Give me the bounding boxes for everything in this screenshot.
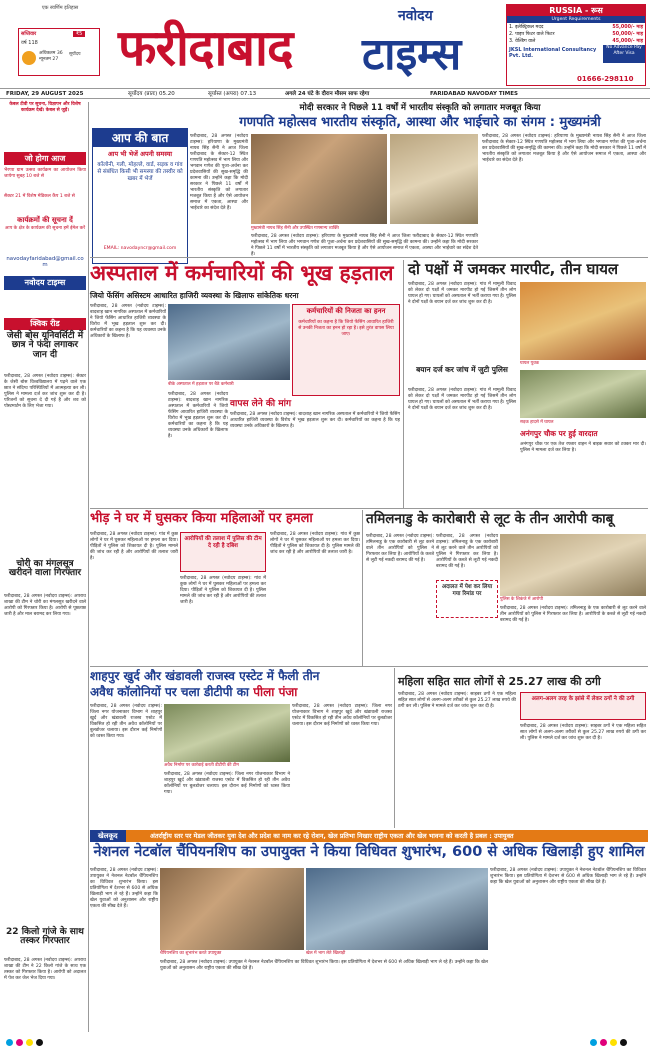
women-headline: भीड़ ने घर में घुसकर किया महिलाओं पर हमला [90,511,313,526]
dtp-body-3: फरीदाबाद, 28 अगस्त (नवोदय टाइम्स): जिला नगर योजनाकार विभाग ने शाहपुर खुर्द और खंडावली राजस्व एस्टेट में विकसित हो रही तीन अवैध कॉलोनियों पर बुलडोजर चलाया। इस दौरान कई निर्माणों को ध्वस्त किया गया। [292,704,392,727]
website: FARIDABAD NAVODAY TIMES [430,91,518,97]
dtp-body: फरीदाबाद, 28 अगस्त (नवोदय टाइम्स): जिला नगर योजनाकार विभाग ने शाहपुर खुर्द और खंडावली राजस्व एस्टेट में विकसित हो रही तीन अवैध कॉलोनियों पर बुलडोजर चलाया। इस दौरान कई निर्माणों को ध्वस्त किया गया। [90,704,162,739]
title-blue: टाइम्स [362,29,462,80]
tamilnadu-pull [436,580,498,618]
divider [403,260,404,508]
hospital-demand: वापस लेने की मांग [230,399,292,409]
divider [90,508,648,509]
page-label: वर्ष 118 [21,40,38,46]
women-body-2: फरीदाबाद, 28 अगस्त (नवोदय टाइम्स): गांव में कुछ लोगों ने घर में घुसकर महिलाओं पर हमला कर दिया। पीड़ितों ने पुलिस को शिकायत दी है। पुलिस मामले की जांच कर रही है और आरोपियों की तलाश जारी है। [180,576,266,605]
fraud-box [520,692,646,720]
divider [394,668,395,828]
dtp-photo [164,704,290,762]
jo-hoga-title: जो होगा आज [4,152,86,165]
brief-body: फरीदाबाद, 28 अगस्त (नवोदय टाइम्स): सेक्टर के जेसी बोस विश्वविद्यालय में पढ़ने वाले एक छात्र ने संदिग्ध परिस्थितियों में आत्महत्या कर ली। पुलिस ने मामला दर्ज कर जांच शुरू कर दी है। परिजनों को सूचना दे दी गई है और शव को पोस्टमार्टम के लिए भेजा गया। [4,374,86,409]
dtp-body-2: फरीदाबाद, 28 अगस्त (नवोदय टाइम्स): जिला नगर योजनाकार विभाग ने शाहपुर खुर्द और खंडावली राजस्व एस्टेट में विकसित हो रही तीन अवैध कॉलोनियों पर बुलडोजर चलाया। इस दौरान कई निर्माणों को ध्वस्त किया गया। [164,772,290,795]
sun-icon [22,51,36,65]
russia-side: No Advance Pay After Visa [603,45,645,63]
hospital-body-3: फरीदाबाद, 28 अगस्त (नवोदय टाइम्स): बादशाह खान नागरिक अस्पताल में कर्मचारियों ने जियो फेंसिंग आधारित हाजिरी व्यवस्था के विरोध में भूख हड़ताल शुरू कर दी। कर्मचारियों का कहना है कि यह व्यवस्था उनके अधिकारों के खिलाफ है। [230,412,400,429]
fight-caption: घायल युवक [520,361,540,366]
women-box [180,532,266,572]
hospital-headline: अस्पताल में कर्मचारियों की भूख हड़ताल [90,261,394,285]
brief-headline: जेसी बोस यूनिवर्सिटी में छात्र ने फंदा लगाकर जान दी [6,331,84,360]
karyakram-body: आप के क्षेत्र के कार्यक्रम की सूचना हमें ईमेल करें [4,226,86,231]
sports-body: फरीदाबाद, 28 अगस्त (नवोदय टाइम्स): उपायुक्त ने नेशनल नेटबॉल चैंपियनशिप का विधिवत शुभारंभ किया। इस प्रतियोगिता में देशभर से 600 से अधिक खिलाड़ी भाग ले रहे हैं। उन्होंने कहा कि खेल युवाओं को अनुशासन और राष्ट्रीय एकता की सीख देते हैं। [90,868,158,909]
russia-phone: 01666-298110 [577,75,634,83]
brief-body: फरीदाबाद, 28 अगस्त (नवोदय टाइम्स): अपराध शाखा की टीम ने चोरी का मंगलसूत्र खरीदने वाले आरोपी को गिरफ्तार किया है। आरोपी से पूछताछ जारी है और माल बरामद कर लिया गया। [4,594,86,617]
tamilnadu-caption: पुलिस के शिकंजे में आरोपी [500,597,543,602]
sports-banner [90,830,648,842]
color-registration [6,1031,46,1050]
left-promo: केबल टीवी पर सूचना, विज्ञापन और विशेष कार्यक्रम देखें। केबल से जुड़ें। [9,102,81,113]
lead-photo [251,134,387,224]
fraud-box-text: अलग-अलग तरह के झांसे में लेकर ठगों ने की ठगी [531,696,635,702]
email-link[interactable]: navodayfaridabad@gmail.com [6,256,84,268]
tamilnadu-body-3: फरीदाबाद, 28 अगस्त (नवोदय टाइम्स): तमिलनाडु के एक कारोबारी से लूट करने वाले तीन आरोपियों को पुलिस ने गिरफ्तार कर लिया है। आरोपियों के कब्जे से लूटी गई नकदी बरामद की गई है। [436,534,498,569]
tamilnadu-headline: तमिलनाडु के कारोबारी से लूट के तीन आरोपी काबू [366,511,614,527]
tamilnadu-body: फरीदाबाद, 28 अगस्त (नवोदय टाइम्स): तमिलनाडु के एक कारोबारी से लूट करने वाले तीन आरोपियों को पुलिस ने गिरफ्तार कर लिया है। आरोपियों के कब्जे से लूटी गई नकदी बरामद की गई है। [366,534,434,563]
women-body: फरीदाबाद, 28 अगस्त (नवोदय टाइम्स): गांव में कुछ लोगों ने घर में घुसकर महिलाओं पर हमला कर दिया। पीड़ितों ने पुलिस को शिकायत दी है। पुलिस मामले की जांच कर रही है और आरोपियों की तलाश जारी है। [90,532,178,561]
sports-body-3: फरीदाबाद, 28 अगस्त (नवोदय टाइम्स): उपायुक्त ने नेशनल नेटबॉल चैंपियनशिप का विधिवत शुभारंभ किया। इस प्रतियोगिता में देशभर से 600 से अधिक खिलाड़ी भाग ले रहे हैं। उन्होंने कहा कि खेल युवाओं को अनुशासन और राष्ट्रीय एकता की सीख देते हैं। [490,868,646,885]
sports-kicker: अंतर्राष्ट्रीय स्तर पर मेडल जीतकर युवा देश और प्रदेश का नाम कर रहे रोशन, खेल प्रतिभा निखार राष्ट्रीय एकता और खेल भावना को करती है प्रबल : उपायुक्त [150,832,514,840]
price: ₹5 [73,31,85,37]
sports-caption-1: चैंपियनशिप का शुभारंभ करते उपायुक्त [160,951,222,956]
fight-subhead: बयान दर्ज कर जांच में जुटी पुलिस [416,365,508,374]
hospital-sub: जियो फेंसिंग असिस्टम आधारित हाजिरी व्यवस्था के खिलाफ सांकेतिक धरना [90,291,299,300]
sports-headline: नेशनल नेटबॉल चैंपियनशिप का उपायुक्त ने किया विधिवत शुभारंभ, 600 से अधिक खिलाड़ी हुए शामिल [93,844,645,860]
russia-title: RUSSIA - रूस [507,5,645,16]
russia-contact: JKSL International Consultancy Pvt. Ltd. [509,47,597,59]
fraud-body-2: फरीदाबाद, 28 अगस्त (नवोदय टाइम्स): साइबर ठगों ने एक महिला सहित सात लोगों से अलग-अलग तरीकों से कुल 25.27 लाख रुपये की ठगी कर ली। पुलिस ने मामले दर्ज कर जांच शुरू कर दी है। [520,724,646,741]
divider [90,257,648,258]
sunset: सूर्यास्त (अपरा) 07.13 [208,91,257,97]
quick-read-title: क्विक रीड [4,318,86,330]
accident-body: अनंगपुर चौक पर एक तेज रफ्तार वाहन ने बाइक सवार को टक्कर मार दी। पुलिस ने मामला दर्ज कर लिया है। [520,442,646,453]
dtp-headline-1: शाहपुर खुर्द और खंडावली राजस्व एस्टेट में फैली तीन [90,669,320,683]
color-registration [590,1031,630,1050]
jo-hoga-item: सैक्टर 21 में विशेष मेडिकल कैंप 1 बजे से [4,194,75,199]
weather: अधिकतम 36 न्यूनतम 27 [39,51,63,62]
aap-email[interactable]: EMAIL: navodayncr@gmail.com [103,246,177,251]
hospital-box-body: कर्मचारियों का कहना है कि जियो फेंसिंग आधारित हाजिरी से उनकी निजता का हनन हो रहा है। इसे तुरंत वापस लिया जाए। [298,320,394,337]
fight-body-2: फरीदाबाद, 28 अगस्त (नवोदय टाइम्स): गांव में मामूली विवाद को लेकर दो पक्षों में जमकर मारपीट हो गई जिसमें तीन लोग घायल हो गए। घायलों को अस्पताल में भर्ती कराया गया है। पुलिस ने दोनों पक्षों के बयान दर्ज कर जांच शुरू कर दी है। [408,388,516,411]
divider [362,510,363,666]
sports-photo-2 [306,868,488,950]
sports-photo-1 [160,868,304,950]
jo-hoga-item: भैरप्पा ग्राम उत्सव कार्यक्रम का आयोजन किया जायेगा सुबह 10 बजे से [4,168,86,179]
hospital-box-title: कर्मचारियों की निजता का हनन [306,307,386,315]
fight-body: फरीदाबाद, 28 अगस्त (नवोदय टाइम्स): गांव में मामूली विवाद को लेकर दो पक्षों में जमकर मारपीट हो गई जिसमें तीन लोग घायल हो गए। घायलों को अस्पताल में भर्ती कराया गया है। पुलिस ने दोनों पक्षों के बयान दर्ज कर जांच शुरू कर दी है। [408,282,516,305]
date-bar [0,88,650,99]
accident-caption: सड़क हादसे में घायल [520,420,554,425]
lead-photo-2 [390,134,478,224]
aap-ki-baat[interactable] [92,128,188,264]
sunrise: सूर्योदय (प्रातः) 05.20 [128,91,175,97]
russia-sub: Urgent Requirements [507,16,645,23]
brief-headline: चोरी का मंगलसूत्र खरीदने वाला गिरफ्तार [8,559,82,579]
lead-body-3: फरीदाबाद, 28 अगस्त (नवोदय टाइम्स): हरियाणा के मुख्यमंत्री नायब सिंह सैनी ने आज जिला फरीदाबाद के सेक्टर-12 स्थित गणपति महोत्सव में भाग लिया और भगवान गणेश की पूजा-अर्चना कर प्रदेशवासियों की सुख-समृद्धि की कामना की। उन्होंने कहा कि मोदी सरकार ने पिछले 11 वर्षों में भारतीय संस्कृति को लगातार मजबूत किया है और ऐसे आयोजन समाज में एकता, आस्था और भाईचारे का संदेश देते हैं। [482,134,646,163]
russia-job: 1. इलेक्ट्रिकल मदद 55,000/- माह [509,25,643,30]
women-box-text: आरोपियों की तलाश में पुलिस की टीम दे रही है दबिश [184,536,262,549]
russia-job: 2. पाइप फिटर वाले फिटर 50,000/- माह [509,32,643,37]
accident-headline: अनंगपुर चौक पर हुई वारदात [520,429,598,438]
left-rail [4,102,86,1032]
date-line: FRIDAY, 29 AUGUST 2025 [6,91,84,97]
tamilnadu-photo [500,534,646,596]
tamilnadu-body-2: फरीदाबाद, 28 अगस्त (नवोदय टाइम्स): तमिलनाडु के एक कारोबारी से लूट करने वाले तीन आरोपियों को पुलिस ने गिरफ्तार कर लिया है। आरोपियों के कब्जे से लूटी गई नकदी बरामद की गई है। [500,606,646,623]
hospital-body: फरीदाबाद, 28 अगस्त (नवोदय टाइम्स): बादशाह खान नागरिक अस्पताल में कर्मचारियों ने जियो फेंसिंग आधारित हाजिरी व्यवस्था के विरोध में भूख हड़ताल शुरू कर दी। कर्मचारियों का कहना है कि यह व्यवस्था उनके अधिकारों के खिलाफ है। [90,304,166,339]
lead-kicker: मोदी सरकार ने पिछले 11 वर्षों में भारतीय संस्कृति को लगातार मजबूत किया [299,103,541,113]
dtp-headline-2: अवैध कॉलोनियों पर चला डीटीपी का पीला पंजा [90,685,298,699]
women-body-3: फरीदाबाद, 28 अगस्त (नवोदय टाइम्स): गांव में कुछ लोगों ने घर में घुसकर महिलाओं पर हमला कर दिया। पीड़ितों ने पुलिस को शिकायत दी है। पुलिस मामले की जांच कर रही है और आरोपियों की तलाश जारी है। [270,532,360,555]
divider [90,666,648,667]
aap-title: आप की बात [93,129,187,147]
lead-headline: गणपति महोत्सव भारतीय संस्कृति, आस्था और भाईचारे का संगम : मुख्यमंत्री [239,115,601,130]
lead-body-2: फरीदाबाद, 28 अगस्त (नवोदय टाइम्स): हरियाणा के मुख्यमंत्री नायब सिंह सैनी ने आज जिला फरीदाबाद के सेक्टर-12 स्थित गणपति महोत्सव में भाग लिया और भगवान गणेश की पूजा-अर्चना कर प्रदेशवासियों की सुख-समृद्धि की कामना की। उन्होंने कहा कि मोदी सरकार ने पिछले 11 वर्षों में भारतीय संस्कृति को लगातार मजबूत किया है और ऐसे आयोजन समाज में एकता, आस्था और भाईचारे का संदेश देते हैं। [251,234,478,257]
brief-body: फरीदाबाद, 28 अगस्त (नवोदय टाइम्स): अपराध शाखा की टीम ने 22 किलो गांजे के साथ एक तस्कर को गिरफ्तार किया है। आरोपी को अदालत में पेश कर जेल भेज दिया गया। [4,958,86,981]
lead-body: फरीदाबाद, 28 अगस्त (नवोदय टाइम्स): हरियाणा के मुख्यमंत्री नायब सिंह सैनी ने आज जिला फरीदाबाद के सेक्टर-12 स्थित गणपति महोत्सव में भाग लिया और भगवान गणेश की पूजा-अर्चना कर प्रदेशवासियों की सुख-समृद्धि की कामना की। उन्होंने कहा कि मोदी सरकार ने पिछले 11 वर्षों में भारतीय संस्कृति को लगातार मजबूत किया है और ऐसे आयोजन समाज में एकता, आस्था और भाईचारे का संदेश देते हैं। [190,134,248,211]
hospital-photo [168,304,290,380]
sunrise-block: सूर्योदय [69,52,81,57]
karyakram-title: कार्यक्रमों की सूचना दें [17,216,73,224]
sports-caption-2: खेल में भाग लेते खिलाड़ी [306,951,346,956]
fight-photo [520,282,646,360]
brief-headline: 22 किलो गांजे के साथ तस्कर गिरफ्तार [6,927,84,947]
hospital-box [292,304,400,396]
aap-sub: आप भी भेजें अपनी समस्या [107,150,173,158]
title-red: फरीदाबाद [118,18,293,77]
hospital-body-2: फरीदाबाद, 28 अगस्त (नवोदय टाइम्स): बादशाह खान नागरिक अस्पताल में कर्मचारियों ने जियो फेंसिंग आधारित हाजिरी व्यवस्था के विरोध में भूख हड़ताल शुरू कर दी। कर्मचारियों का कहना है कि यह व्यवस्था उनके अधिकारों के खिलाफ है। [168,392,228,439]
masthead [0,0,650,86]
title-small: नवोदय [398,8,433,24]
edition-box [18,5,100,76]
sports-label: खेलकूद [90,830,126,842]
tagline: एक स्वर्णिम इतिहास [41,5,79,11]
rail-divider [88,102,89,1032]
accident-photo [520,370,646,418]
russia-job: 3. वेल्डिंग वाले 45,000/- माह [509,39,643,44]
tamilnadu-pull-text: अदालत में पेश कर लिया गया रिमांड पर [441,584,493,597]
ticker: अगले 24 घंटे के दौरान मौसम साफ रहेगा [285,91,370,97]
dtp-caption: अवैध निर्माण पर कार्रवाई करती डीटीपी की टीम [164,763,239,768]
russia-ad[interactable] [506,4,646,86]
sports-body-2: फरीदाबाद, 28 अगस्त (नवोदय टाइम्स): उपायुक्त ने नेशनल नेटबॉल चैंपियनशिप का विधिवत शुभारंभ किया। इस प्रतियोगिता में देशभर से 600 से अधिक खिलाड़ी भाग ले रहे हैं। उन्होंने कहा कि खेल युवाओं को अनुशासन और राष्ट्रीय एकता की सीख देते हैं। [160,960,488,971]
fraud-headline: महिला सहित सात लोगों से 25.27 लाख की ठगी [398,675,601,688]
fraud-body: फरीदाबाद, 28 अगस्त (नवोदय टाइम्स): साइबर ठगों ने एक महिला सहित सात लोगों से अलग-अलग तरीकों से कुल 25.27 लाख रुपये की ठगी कर ली। पुलिस ने मामले दर्ज कर जांच शुरू कर दी है। [398,692,516,709]
edition-label: सप्तिवार [21,31,37,37]
lead-caption: मुख्यमंत्री नायब सिंह सैनी और उपस्थित गणमान्य व्यक्ति [251,226,339,231]
fight-headline: दो पक्षों में जमकर मारपीट, तीन घायल [408,260,619,278]
aap-body: कॉलोनी, गली, मोहल्ले, वार्ड, सड़क व गांव से संबंधित किसी भी समस्या की तस्वीर को खबर में भेजें [97,162,183,182]
brand-strip: नवोदय टाइम्स [4,276,86,290]
hospital-caption: बीके अस्पताल में हड़ताल पर बैठे कर्मचारी [168,382,234,387]
